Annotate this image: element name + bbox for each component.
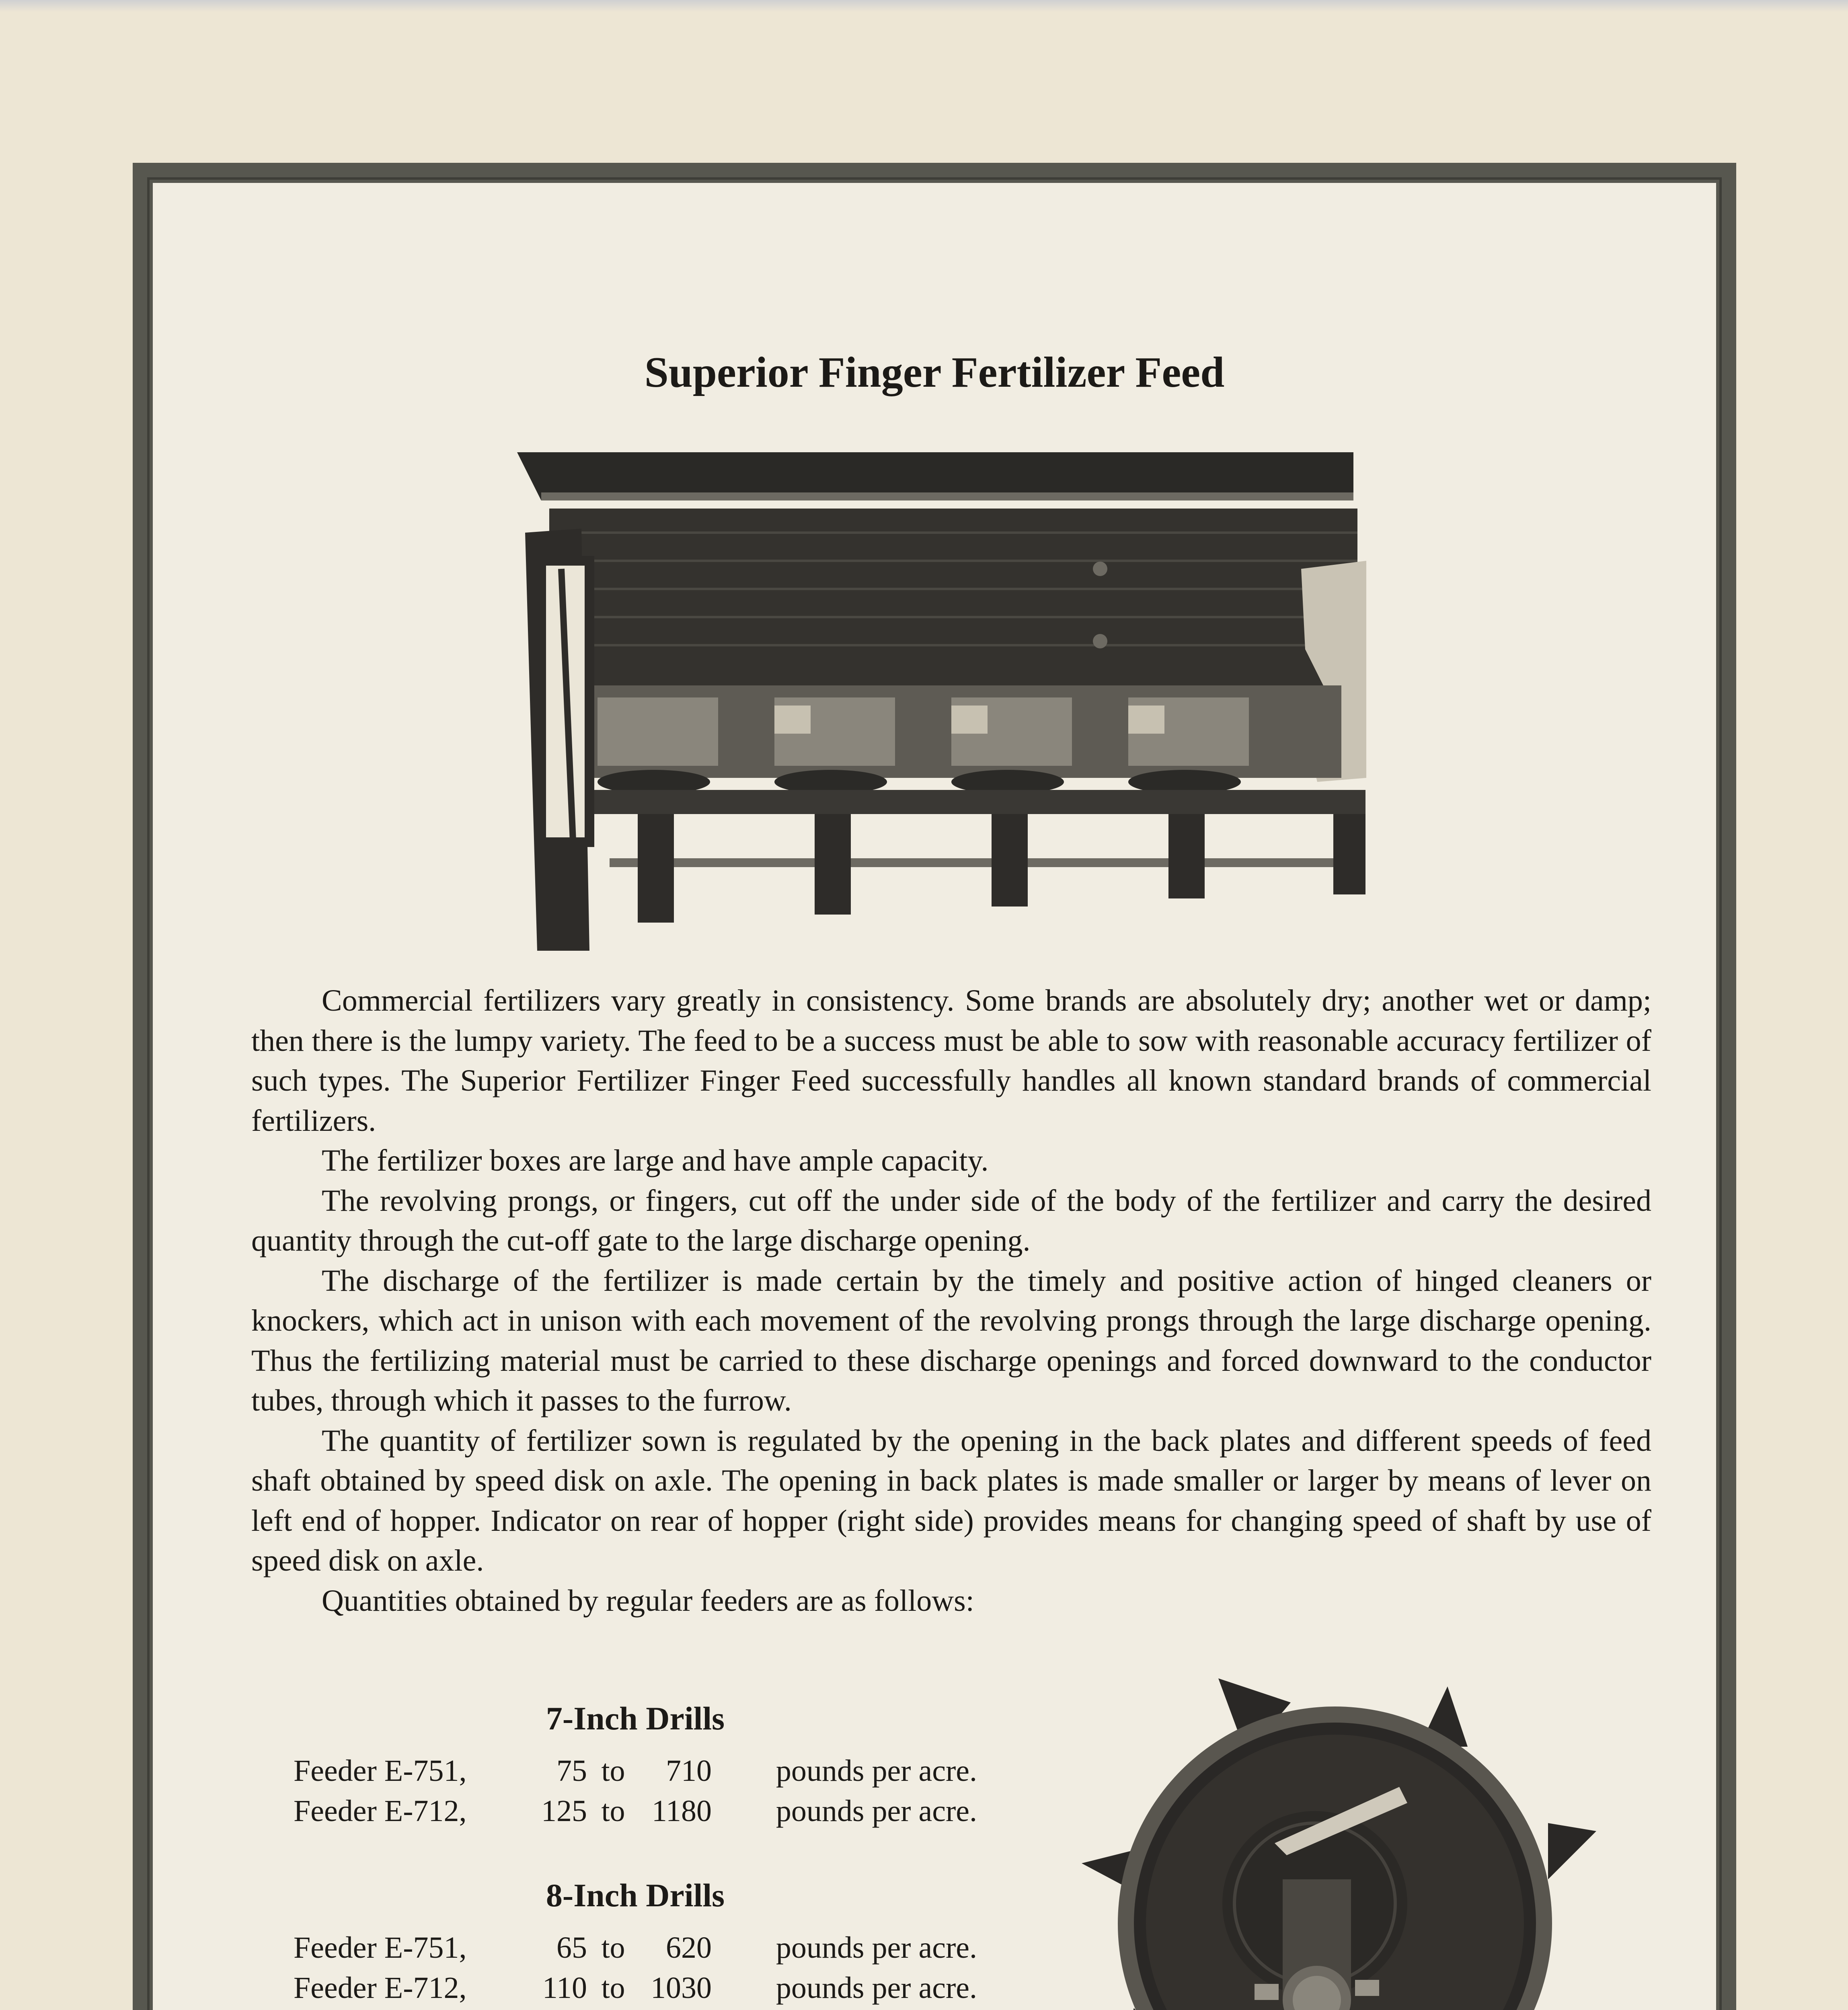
- feeder-to: to: [601, 1794, 625, 1828]
- drills-8-heading: 8-Inch Drills: [546, 1877, 725, 1914]
- page-frame: [133, 163, 1736, 2010]
- feeder-wheel-photo: [1057, 1654, 1612, 2010]
- feeder-row: [294, 1751, 977, 1791]
- feeder-min: 65: [556, 1931, 587, 1965]
- feeder-to: to: [601, 1754, 625, 1788]
- feeder-unit: pounds per acre.: [776, 1931, 977, 1965]
- drills-7-inch-section: [294, 1698, 977, 1831]
- drills-7-heading: 7-Inch Drills: [546, 1700, 725, 1737]
- drills-8-inch-section: [294, 1875, 977, 2010]
- feeder-to: to: [601, 1971, 625, 2005]
- paragraph: The revolving prongs, or fingers, cut off the under side of the body of the fertilizer and carry the desired quantity through the cut-off gate to the large discharge opening.: [251, 1183, 1651, 1257]
- feeder-unit: pounds per acre.: [776, 1794, 977, 1828]
- paragraph: The fertilizer boxes are large and have ample capacity.: [322, 1144, 989, 1177]
- feeder-max: 1180: [651, 1794, 712, 1828]
- paragraph: Commercial fertilizers vary greatly in consistency. Some brands are absolutely dry; another wet or damp; then there is the lumpy variety. The feed to be a success must be able to sow with reasonable accuracy fertilizer of such types. The Superior Fertilizer Finger Feed successfully handles all known standard brands of commercial fertilizers.: [251, 984, 1651, 1138]
- feeder-row: [294, 1791, 977, 1831]
- paragraph: The discharge of the fertilizer is made certain by the timely and positive action of hinged cleaners or knockers, which act in unison with each movement of the revolving prongs through the large discharge opening. Thus the fertilizing material must be carried to these discharge openings and forced downward to the conductor tubes, through which it passes to the furrow.: [251, 1263, 1651, 1417]
- feeder-unit: pounds per acre.: [776, 1754, 977, 1788]
- feeder-row: [294, 1968, 977, 2008]
- feeder-max: 710: [666, 1754, 712, 1788]
- body-text: [251, 981, 1651, 1621]
- fertilizer-feed-photo: [517, 448, 1366, 955]
- feeder-name: Feeder E-751,: [294, 1931, 467, 1965]
- paragraph: Quantities obtained by regular feeders are as follows:: [322, 1583, 974, 1618]
- page-title: Superior Finger Fertilizer Feed: [644, 349, 1225, 396]
- special-feeder-note: [294, 2008, 977, 2010]
- feeder-max: 620: [666, 1931, 712, 1965]
- feeder-min: 110: [542, 1971, 587, 2005]
- feeder-min: 125: [541, 1794, 587, 1828]
- feeder-name: Feeder E-712,: [294, 1971, 467, 2005]
- feeder-to: to: [601, 1931, 625, 1965]
- feeder-row: [294, 1928, 977, 1968]
- feeder-unit: pounds per acre.: [776, 1971, 977, 2005]
- feeder-min: 75: [556, 1754, 587, 1788]
- feeder-max: 1030: [651, 1971, 712, 2005]
- feeder-name: Feeder E-751,: [294, 1754, 467, 1788]
- feeder-name: Feeder E-712,: [294, 1794, 467, 1828]
- page-top-edge: [0, 0, 1848, 12]
- paragraph: The quantity of fertilizer sown is regulated by the opening in the back plates and different speeds of feed shaft obtained by speed disk on axle. The opening in back plates is made smaller or larger by means of lever on left end of hopper. Indicator on rear of hopper (right side) provides means for changing speed of shaft by use of speed disk on axle.: [251, 1423, 1651, 1577]
